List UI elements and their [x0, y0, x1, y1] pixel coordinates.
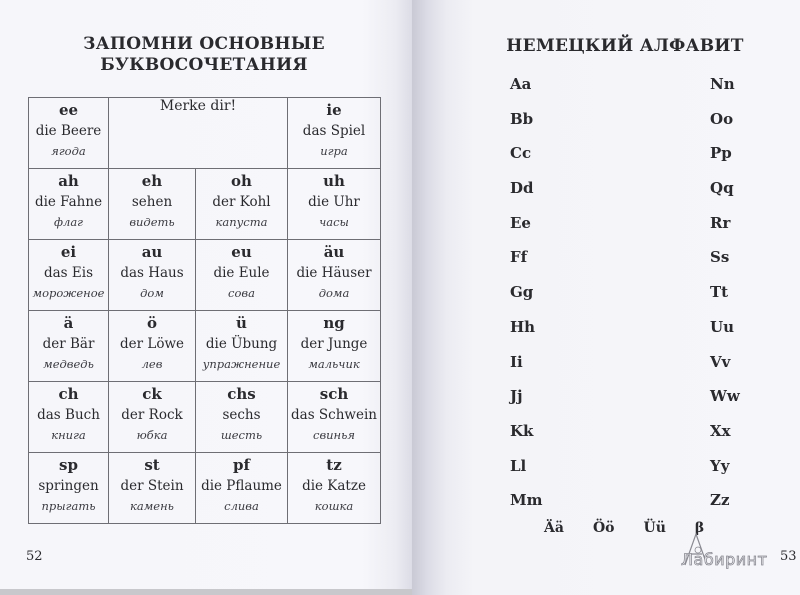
special-letter: Üü	[643, 520, 666, 536]
combo: uh	[323, 172, 345, 190]
table-cell	[196, 382, 288, 453]
word: der Rock	[121, 407, 183, 423]
alphabet-letter: Nn	[710, 75, 735, 93]
translation: видеть	[129, 215, 175, 229]
table-cell	[29, 311, 109, 382]
table-cell	[109, 382, 196, 453]
alphabet-letter: Dd	[510, 179, 534, 198]
combo: au	[141, 243, 163, 261]
alphabet-letter: Pp	[710, 144, 732, 163]
word: sehen	[131, 194, 173, 210]
alphabet-letter: Gg	[510, 283, 534, 302]
word: die Eule	[213, 265, 270, 281]
table-cell	[288, 382, 381, 453]
translation: лев	[141, 357, 163, 371]
combo: ng	[323, 314, 345, 332]
alphabet-letter: Ww	[710, 387, 740, 406]
word: die Häuser	[296, 265, 372, 281]
translation: капуста	[215, 215, 268, 229]
translation: дома	[318, 286, 350, 300]
word: der Junge	[300, 336, 368, 352]
combo: ei	[60, 243, 77, 261]
alphabet-letter: Xx	[710, 421, 731, 440]
combo: ä	[63, 314, 74, 332]
alphabet-letter: Hh	[510, 317, 536, 336]
table-cell	[288, 98, 381, 169]
combo: ö	[146, 314, 157, 332]
table-cell	[109, 311, 196, 382]
alphabet-letter: Oo	[710, 109, 734, 128]
combo: eh	[141, 172, 163, 190]
translation: слива	[224, 499, 259, 513]
page-number-right: 53	[780, 549, 797, 564]
combo: oh	[231, 172, 252, 190]
right-page	[412, 0, 800, 595]
table-row	[29, 98, 381, 169]
translation: камень	[130, 499, 174, 513]
word: der Kohl	[212, 194, 271, 210]
table-cell	[196, 169, 288, 240]
table-cell	[288, 453, 381, 524]
merke-dir-cell: Merke dir!	[109, 98, 288, 169]
alphabet-letter: Zz	[710, 491, 730, 510]
alphabet-column-right	[710, 74, 740, 525]
labirint-watermark: Лабиринт	[681, 550, 768, 569]
left-page-title	[28, 34, 380, 76]
table-cell	[29, 382, 109, 453]
word: das Haus	[120, 265, 184, 281]
alphabet-letter: Bb	[510, 109, 534, 128]
combo: chs	[227, 385, 256, 403]
table-cell	[109, 240, 196, 311]
table-cell	[109, 169, 196, 240]
table-cell	[196, 311, 288, 382]
translation: книга	[51, 428, 86, 442]
combo: ee	[58, 101, 79, 119]
word: das Schwein	[291, 407, 377, 423]
title-line-2: БУКВОСОЧЕТАНИЯ	[100, 55, 308, 75]
alphabet-letter: Ii	[510, 352, 523, 371]
alphabet-letter: Rr	[710, 213, 731, 232]
alphabet-letter: Uu	[710, 317, 734, 336]
combo: sp	[59, 456, 78, 474]
translation: часы	[319, 215, 349, 229]
word: die Pflaume	[201, 478, 282, 494]
table-row	[29, 240, 381, 311]
word: das Spiel	[302, 123, 366, 139]
translation: мороженое	[32, 286, 105, 300]
translation: мальчик	[308, 357, 360, 371]
page-number-left: 52	[26, 549, 43, 564]
title-line-1: ЗАПОМНИ ОСНОВНЫЕ	[83, 34, 325, 54]
word: die Übung	[205, 336, 278, 352]
word: der Löwe	[119, 336, 184, 352]
table-cell	[288, 311, 381, 382]
translation: свинья	[313, 428, 356, 442]
table-cell	[29, 240, 109, 311]
alphabet-letter: Ff	[510, 248, 528, 267]
combo: st	[144, 456, 160, 474]
table-cell	[196, 240, 288, 311]
alphabet-letter: Qq	[710, 179, 734, 198]
table-row	[29, 169, 381, 240]
translation: юбка	[136, 428, 168, 442]
combo: sch	[319, 385, 349, 403]
page-edge	[0, 589, 412, 595]
table-cell	[288, 240, 381, 311]
translation: сова	[228, 286, 255, 300]
table-cell	[288, 169, 381, 240]
table-row	[29, 453, 381, 524]
translation: медведь	[43, 357, 94, 371]
combo: ie	[326, 101, 342, 119]
translation: ягода	[51, 144, 86, 158]
alphabet-letter: Ss	[710, 248, 730, 267]
table-cell	[29, 169, 109, 240]
word: die Beere	[35, 123, 102, 139]
combo: eu	[231, 243, 252, 261]
translation: прыгать	[41, 499, 96, 513]
table-cell	[109, 453, 196, 524]
combo: tz	[326, 456, 342, 474]
word: der Bär	[42, 336, 95, 352]
alphabet-letter: Yy	[710, 456, 730, 475]
word: der Stein	[120, 478, 184, 494]
word: die Fahne	[34, 194, 103, 210]
alphabet-letter: Ll	[510, 456, 527, 475]
alphabet-letter: Jj	[510, 387, 523, 406]
word: die Uhr	[308, 194, 360, 210]
word: das Buch	[37, 407, 100, 423]
combo: pf	[233, 456, 250, 474]
right-page-title: НЕМЕЦКИЙ АЛФАВИТ	[506, 36, 744, 56]
table-row	[29, 382, 381, 453]
combo: ck	[142, 385, 162, 403]
alphabet-letter: Tt	[710, 283, 729, 302]
translation: упражнение	[202, 357, 281, 371]
combo: äu	[323, 243, 345, 261]
word: die Katze	[302, 478, 366, 494]
alphabet-letter: Cc	[510, 144, 532, 163]
special-letter: β	[694, 520, 705, 536]
translation: дом	[140, 286, 164, 300]
translation: кошка	[314, 499, 354, 513]
combo: ü	[236, 314, 247, 332]
combo: ah	[58, 172, 79, 190]
word: sechs	[222, 407, 261, 423]
word: springen	[38, 478, 99, 494]
alphabet-column-left	[510, 74, 542, 525]
table-row	[29, 311, 381, 382]
table-cell	[29, 453, 109, 524]
alphabet-letter: Aa	[510, 75, 532, 93]
special-letter: Öö	[592, 520, 615, 536]
translation: шесть	[220, 428, 263, 442]
alphabet-letter: Mm	[510, 491, 543, 510]
special-letter: Ää	[544, 520, 564, 536]
table-cell	[29, 98, 109, 169]
table-cell	[196, 453, 288, 524]
alphabet-letter: Vv	[710, 352, 731, 371]
translation: игра	[320, 144, 348, 158]
alphabet-letter: Ee	[510, 213, 531, 232]
alphabet-letter: Kk	[510, 421, 534, 440]
letter-combinations-table	[28, 97, 381, 524]
word: das Eis	[43, 265, 93, 281]
translation: флаг	[54, 215, 83, 229]
combo: ch	[58, 385, 79, 403]
